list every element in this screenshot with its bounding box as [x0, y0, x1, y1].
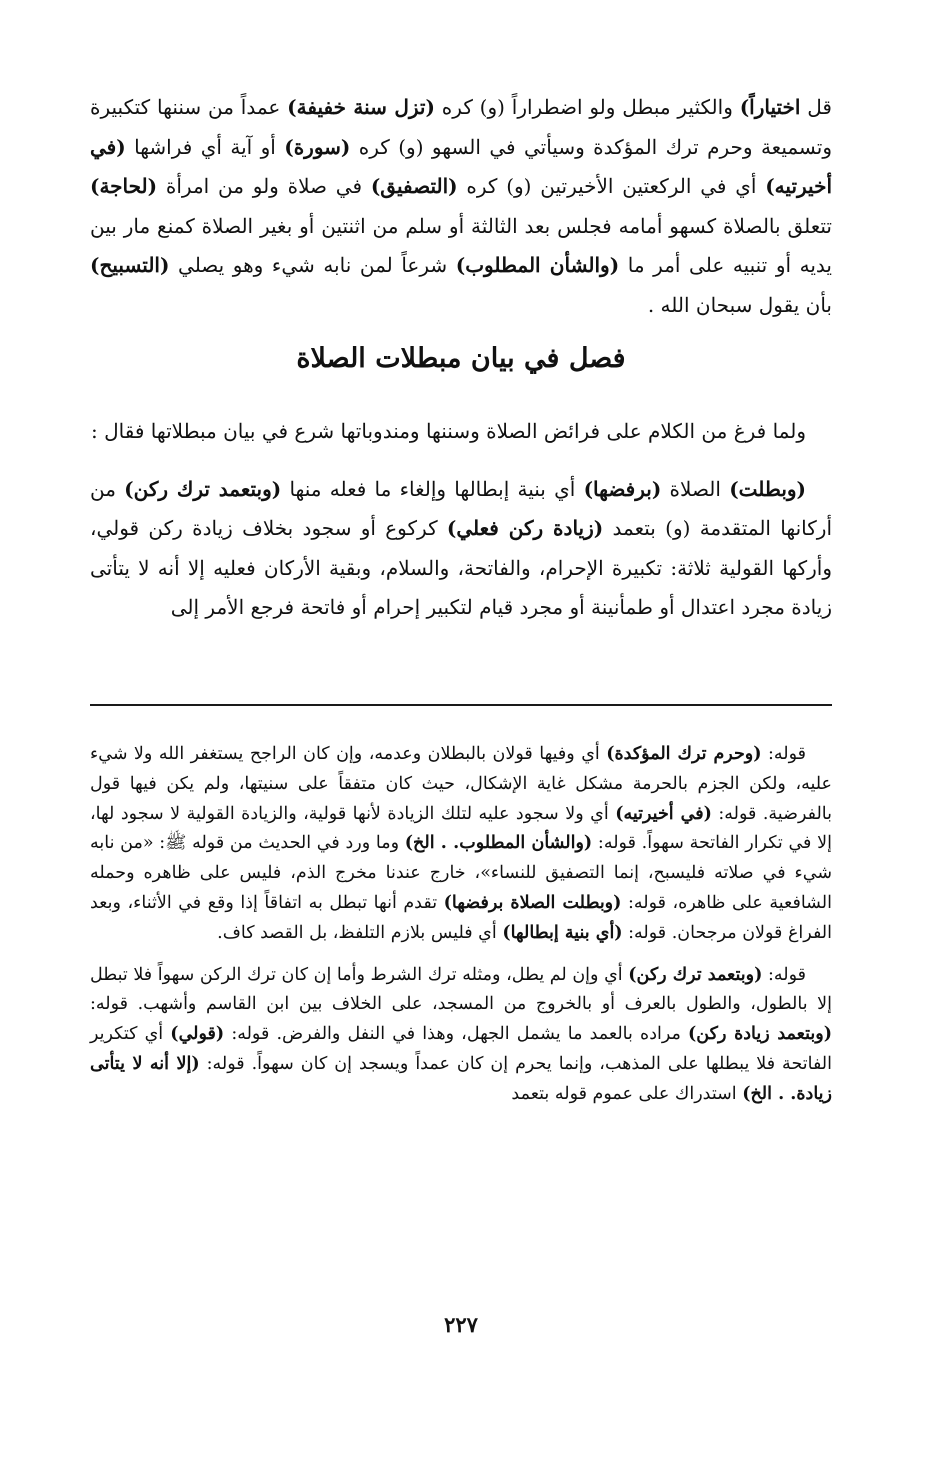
bold-term: (زيادة ركن فعلي) — [446, 516, 604, 540]
bold-term: (التسبيح) — [90, 253, 170, 277]
section-heading: فصل في بيان مبطلات الصلاة — [296, 343, 626, 374]
text-run: أي وإن لم يطل، ومثله ترك الشرط وأما إن كان ترك الركن سهواً فلا تبطل إلا بالطول، والطول بالعرف أو بالخروج من المسجد، على الخلاف بين ابن القاسم وأشهب. قوله: — [90, 964, 832, 1015]
bold-term: اختياراً) — [739, 95, 801, 119]
bold-term: (وبتعمد ترك ركن) — [628, 964, 763, 985]
main-text — [90, 88, 832, 628]
text-run: قل — [800, 95, 832, 119]
text-run: أي بنية إبطالها وإلغاء ما فعله منها — [281, 476, 584, 501]
text-run: وما ورد في الحديث من قوله ﷺ: «من نابه شيء في صلاته فليسبح، إنما التصفيق للنساء»، خارج عندنا مخرج الذم، فليس على ظاهره وحمله الشافعية على ظاهره، قوله: — [90, 833, 832, 913]
paragraph-1 — [90, 88, 832, 325]
text-run: استدراك على عموم قوله بتعمد — [511, 1083, 743, 1104]
bold-term: (وحرم ترك المؤكدة) — [606, 744, 762, 764]
text-run: الصلاة — [661, 476, 730, 501]
text-run: قوله: — [762, 964, 806, 985]
footnotes — [90, 740, 832, 1122]
bold-term: (برفضها) — [583, 476, 662, 501]
bold-term: (وبطلت الصلاة برفضها) — [443, 892, 622, 913]
bold-term: (وبتعمد ترك ركن) — [124, 476, 282, 501]
text-run: أي وفيها قولان بالبطلان وعدمه، وإن كان الراجح يستغفر الله ولا شيء عليه، ولكن الجزم بالحرمة مشكل غاية الإشكال، حيث كان متفقاً على سنيتها، ولم يكن فيها قول بالفرضية. قوله: — [90, 744, 832, 824]
bold-term: (في أخيرتيه) — [90, 134, 832, 198]
bold-term: (سورة) — [284, 134, 351, 159]
bold-term: (والشأن المطلوب. . الخ) — [404, 833, 593, 854]
text-run: أي فليس بلازم التلفظ، بل القصد كاف. — [217, 922, 503, 943]
footnote-2 — [90, 961, 832, 1110]
footnote-1 — [90, 740, 832, 949]
text-run: من أركانها المتقدمة (و) بتعمد — [90, 476, 832, 540]
text-run: ولما فرغ من الكلام على فرائض الصلاة وسننها ومندوباتها شرع في بيان مبطلاتها فقال : — [91, 419, 806, 443]
paragraph-2 — [90, 412, 832, 452]
bold-term: (وبطلت) — [729, 476, 807, 501]
bold-term: (والشأن المطلوب) — [455, 253, 620, 277]
page-number: ٢٢٧ — [444, 1312, 478, 1337]
text-run: أو آية أي فراشها — [125, 134, 285, 159]
bold-term: (أي بنية إبطالها) — [502, 922, 623, 943]
footnote-divider — [90, 704, 832, 706]
text-run: بأن يقول سبحان الله . — [647, 292, 832, 317]
bold-term: (في أخيرتيه) — [615, 803, 712, 824]
bold-term: (التصفيق) — [370, 174, 458, 198]
text-run: أي ولا سجود عليه لتلك الزيادة لأنها قولية، والزيادة القولية لا سجود لها، إلا في تكرار الفاتحة سهواً. قوله: — [90, 803, 832, 854]
text-run: شرعاً لمن نابه شيء وهو يصلي — [169, 253, 456, 277]
text-run: في صلاة ولو من امرأة — [157, 174, 371, 198]
text-run: قوله: — [761, 744, 806, 764]
book-page — [90, 0, 832, 1470]
bold-term: (تزل سنة خفيفة) — [287, 95, 435, 119]
text-run: أي كتكرير الفاتحة فلا يبطلها على المذهب، وإنما يحرم إن كان عمداً ويسجد إن كان سهواً. قوله: — [90, 1024, 832, 1074]
text-run: مراده بالعمد ما يشمل الجهل، وهذا في النفل والفرض. قوله: — [224, 1024, 689, 1045]
text-run: تتعلق بالصلاة كسهو أمامه فجلس بعد الثالثة أو سلم من اثنتين أو بغير الصلاة كمنع مار بين يديه أو تنبيه على أمر ما — [90, 213, 832, 277]
bold-term: (لحاجة) — [90, 174, 158, 198]
bold-term: (قولي) — [170, 1024, 225, 1045]
paragraph-3 — [90, 470, 832, 628]
text-run: تقدم أنها تبطل به اتفاقاً إذا وقع في الأثناء، وبعد الفراغ قولان مرجحان. قوله: — [90, 892, 832, 943]
text-run: أي في الركعتين الأخيرتين (و) كره — [457, 174, 766, 198]
text-run: كركوع أو سجود بخلاف زيادة ركن قولي، وأركها القولية ثلاثة: تكبيرة الإحرام، والفاتحة، والسلام، وبقية الأركان فعليه إلا أنه لا يتأتى زيادة مجرد اعتدال أو طمأنينة أو مجرد قيام لتكبير إحرام أو فاتحة فرجع الأمر إلى — [90, 516, 832, 619]
text-run: والكثير مبطل ولو اضطراراً (و) كره — [434, 95, 740, 119]
bold-term: (إلا أنه لا يتأتى زيادة. . الخ) — [90, 1053, 832, 1104]
bold-term: (وبتعمد زيادة ركن) — [688, 1024, 832, 1045]
text-run: عمداً من سننها كتكبيرة وتسميعة وحرم ترك المؤكدة وسيأتي في السهو (و) كره — [90, 95, 832, 159]
